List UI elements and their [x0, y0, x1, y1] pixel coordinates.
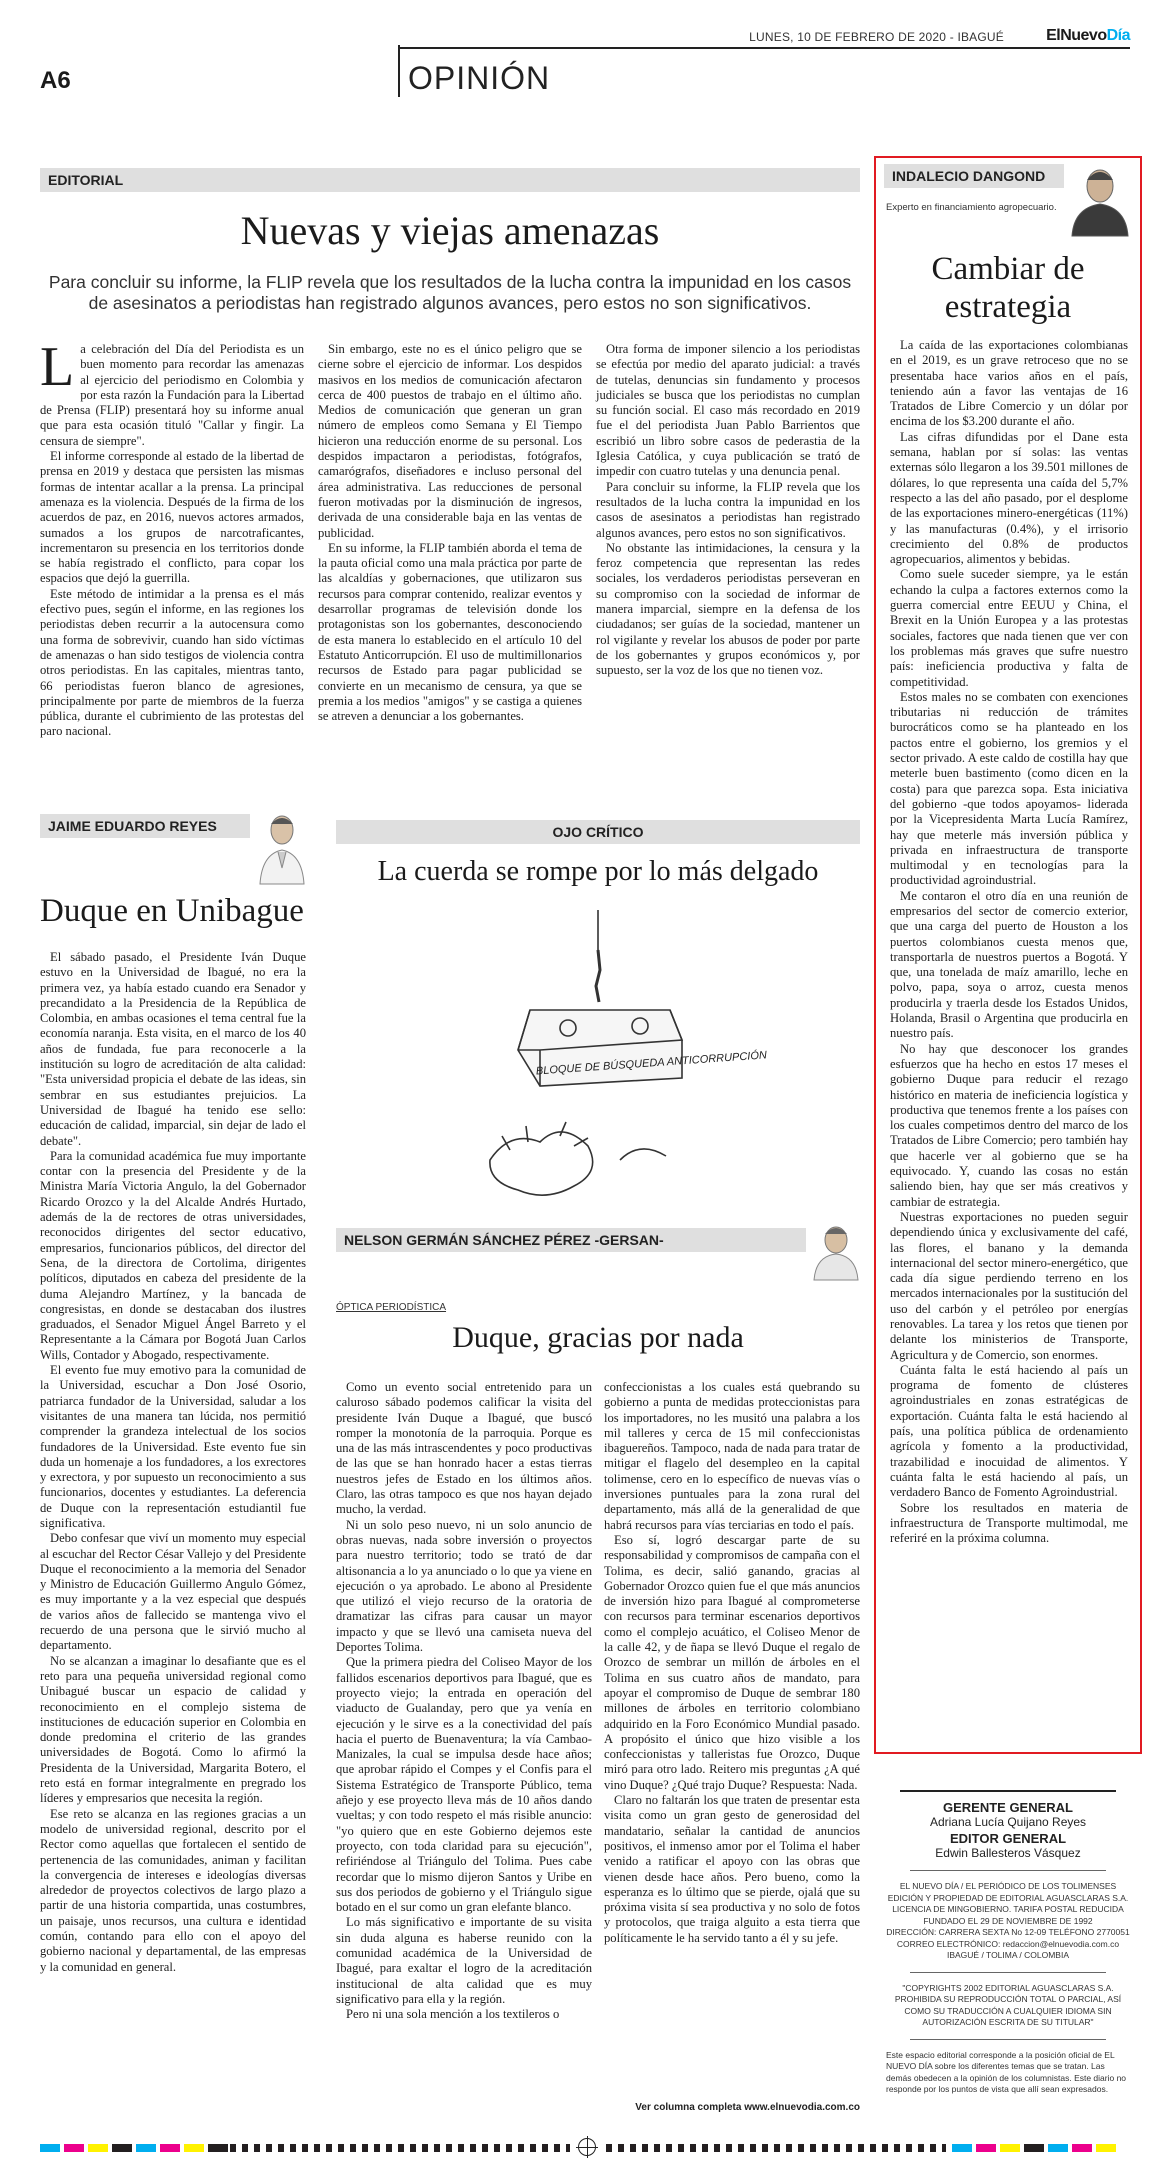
masthead-info	[880, 1881, 1136, 1962]
print-swatch-yellow	[88, 2144, 108, 2152]
masthead-info-line: FUNDADO EL 29 DE NOVIEMBRE DE 1992	[923, 1915, 1093, 1926]
masthead-info-line: IBAGUÉ / TOLIMA / COLOMBIA	[946, 1950, 1070, 1960]
section-divider	[398, 45, 400, 97]
masthead-info-line: LICENCIA DE MINGOBIERNO. TARIFA POSTAL REDUCIDA	[892, 1904, 1124, 1914]
cartoon-illustration	[470, 910, 768, 1210]
masthead-info-line: EDICIÓN Y PROPIEDAD DE EDITORIAL AGUASCLARAS S.A.	[887, 1892, 1129, 1903]
sanchez-paragraph: Eso sí, logró descargar parte de su responsabilidad y compromisos de campaña con el Tolima, es decir, salió ganando, gracias al Gobernador Orozco quien fue el que más anuncios de inversión hizo para Ibagué al comprometerse con recursos para terminar escenarios deportivos como el complejo acuático, el Coliseo Menor de la calle 42, y de ñapa se llevó Duque el regalo de Orozco de sembrar un millón de árboles en el Tolima en sus cuatro años de mandato, para apoyar el compromiso de Duque de sembrar 180 millones de árboles en territorio colombiano adquirido en la Foro Económico Mundial pasado. A propósito el único que hizo visible a los confeccionistas y talleristas fue Orozco, Duque miró para otro lado. Reitero mis preguntas ¿A qué vino Duque? ¿Qué trajo Duque? Respuesta: Nada.	[604, 1532, 861, 1792]
editorial-paragraph: El informe corresponde al estado de la libertad de prensa en 2019 y destaca que persisten las mismas formas de intentar acallar a la prensa. La principal amenaza es la violencia. Después de la firma de los acuerdos de paz, en 2016, nuevos actores armados, sumados a los grupos de narcotraficantes, incrementaron su presencia en los territorios donde se había registrado el conflicto, para copar los espacios que dejó la guerrilla.	[40, 449, 304, 586]
print-swatch-cyan	[40, 2144, 60, 2152]
sanchez-paragraph: Como un evento social entretenido para un caluroso sábado podemos calificar la visita del presidente Iván Duque a Ibagué, que buscó romper la monotonía de la parroquia. Porque es una de las más intrascendentes y poco productivas de las que se han honrado hacer a estas tierras nuestros jefes de Estado en los últimos años. Claro, las otras tampoco es que nos hayan dejado mucho, la verdad.	[336, 1380, 592, 1517]
print-color-bar-right	[952, 2144, 1116, 2152]
editorial-title: Nuevas y viejas amenazas	[240, 208, 660, 253]
dangond-paragraph: Nuestras exportaciones no pueden seguir dependiendo única y exclusivamente del café, las flores, el banano y la demanda internacional del sector minero-energético, que cada día sigue perdiendo terreno en los mercados internacionales por la sustitución del uso del carbón y el petróleo por energías renovables. La tarea y los retos que tienen por delante los ministerios de Transporte, Agricultura y de Comercio, son enormes.	[890, 1209, 1128, 1362]
print-swatch-cyan	[1048, 2144, 1068, 2152]
print-swatch-black	[112, 2144, 132, 2152]
print-swatch-cyan	[952, 2144, 972, 2152]
print-swatch-magenta	[160, 2144, 180, 2152]
masthead-rule	[910, 1972, 1106, 1973]
dangond-title: Cambiar de estrategia	[931, 251, 1085, 325]
reyes-title: Duque en Unibague	[40, 893, 304, 929]
reyes-paragraph: El sábado pasado, el Presidente Iván Duque estuvo en la Universidad de Ibagué, no era la primera vez, ya había estado cuando era Senador y precandidato a la Presidencia de la República de Colombia, en ambas ocasiones el tema central fue la economía naranja. Esta visita, en el marco de los 40 años de fundada, fue para reconocerle a la institución su logro de acreditación de alta calidad: "Esta universidad propicia el debate de las ideas, sin sembrar en sus estudiantes prejuicios. La Universidad de Ibagué ha tenido ese sello: educación de calidad, imparcial, sin dejar de lado el debate".	[40, 950, 306, 1148]
reyes-portrait-icon	[256, 808, 306, 884]
masthead-info-line: EL NUEVO DÍA / EL PERIÓDICO DE LOS TOLIMENSES	[899, 1881, 1117, 1891]
dangond-portrait-icon	[1070, 160, 1130, 236]
reyes-paragraph: El evento fue muy emotivo para la comunidad de la Universidad, escuchar a Don José Osorio, patriarca fundador de la Universidad, saludar a los visitantes de una manera tan lúcida, nos permitió comprender la grandeza intelectual de los socios fundadores de la Universidad. Este evento fue sin duda un homenaje a los fundadores, a los exrectores y exrectora, y por supuesto un reconocimiento a sus funcionarios, docentes y estudiantes. La deferencia de Duque con la representación estudiantil fue significativa.	[40, 1363, 306, 1530]
print-swatch-black	[208, 2144, 228, 2152]
masthead	[880, 1790, 1136, 2096]
reyes-author-photo	[256, 808, 306, 884]
sanchez-paragraph: Que la primera piedra del Coliseo Mayor de los fallidos escenarios deportivos para Ibagué, que es proyecto viejo; la entrada en operación del viaducto de Gualanday, pero que ya venía en ejecución y le sirve es a la conectividad del país hacia el puerto de Buenaventura; la vía Cambao-Manizales, la cual se impulsa desde hace años; que aprobar rápido el Compes y el Confis para el Sistema Estratégico de Transporte Público, tema añejo y ese proyecto lleva más de 10 años dando vueltas; y con todo respeto el más risible anuncio: "yo quiero que en este Gobierno dejemos este proyecto, con toda claridad para su ejecución", refiriéndose al Triángulo del Tolima. Pues cabe recordar que lo mismo dijeron Santos y Uribe en sus dos periodos de gobierno y el Triángulo sigue botado en el sur como un gran elefante blanco.	[336, 1655, 592, 1915]
masthead-info-line: CORREO ELECTRÓNICO: redaccion@elnuevodia.com.co	[896, 1938, 1120, 1949]
masthead-top-rule	[900, 1790, 1116, 1792]
registration-mark-icon	[578, 2138, 596, 2156]
print-swatch-cyan	[136, 2144, 156, 2152]
reyes-author-label: JAIME EDUARDO REYES	[40, 814, 250, 838]
reyes-paragraph: Debo confesar que viví un momento muy especial al escuchar del Rector César Vallejo y del Presidente Duque el reconocimiento a la memoria del Senador y Ministro de Educación Guillermo Angulo Gómez, es muy importante y a la vez especial que después de varios años de fallecido se mantenga vivo el recuerdo de una persona que le sirvió mucho al departamento.	[40, 1531, 306, 1653]
editorial-paragraph: a celebración del Día del Periodista es un buen momento para recordar las amenazas al ejercicio del periodismo en Colombia y por esta razón la Fundación para la Libertad de Prensa (FLIP) presentará hoy su informe anual que para esta ocasión tituló "Callar y fingir. La censura de siempre".	[40, 342, 304, 448]
sanchez-portrait-icon	[812, 1220, 860, 1280]
reyes-paragraph: No se alcanzan a imaginar lo desafiante que es el reto para una pequeña universidad regional como Unibagué buscar un espacio de calidad y reconocimiento en el complejo sistema de instituciones de educación superior en Colombia en donde predomina el criterio de las grandes universidades de Bogotá. Como lo afirmó la Presidenta de la Universidad, Margarita Botero, el reto está en formar integralmente en pregrado los líderes y empresarios que necesita la región.	[40, 1653, 306, 1806]
dangond-bio: Experto en financiamiento agropecuario.	[886, 202, 1057, 213]
dangond-paragraph: Como suele suceder siempre, ya le están echando la culpa a factores externos como la guerra comercial entre EEUU y China, el Brexit en la Unión Europea y a las protestas sociales, factores que nada tienen que ver con los problemas más graves que sufre nuestro país: ineficiencia productiva y falta de competitividad.	[890, 567, 1128, 689]
print-gradient-right	[606, 2144, 946, 2152]
sanchez-paragraph: Ni un solo peso nuevo, ni un solo anuncio de obras nuevas, nada sobre inversión o proyectos para nuestro territorio; todo se trató de dar altisonancia a lo ya anunciado o lo que ya viene en ejecución o ya aprobado. Le abono al Presidente que utilizó el viejo recurso de la oratoria de dramatizar las cifras para causar un mayor impacto y que se llevó una camiseta nueva del Deportes Tolima.	[336, 1517, 592, 1655]
print-swatch-yellow	[1096, 2144, 1116, 2152]
editorial-paragraph: Sin embargo, este no es el único peligro que se cierne sobre el ejercicio de informar. Los despidos masivos en los medios de comunicación afectaron cerca de 400 puestos de trabajo en el último año. Medios de comunicación que generan un gran número de empleos como Semana y El Tiempo hicieron una reducción enorme de su personal. Los despidos impactaron a periodistas, fotógrafos, camarógrafos, diseñadores e incluso personal del área administrativa. Las reducciones de personal fueron motivadas por la disminución de ingresos, derivada de una considerable baja en las ventas de publicidad.	[318, 342, 582, 540]
print-color-bar-left	[40, 2144, 228, 2152]
ojo-critico-label-text: OJO CRÍTICO	[552, 824, 644, 840]
editorial-paragraph: Este método de intimidar a la prensa es el más efectivo pues, según el informe, en las regiones los periodistas deben recurrir a la autocensura como una forma de sobrevivir, cuando han sido víctimas de amenazas o han sido testigos de violencia contra otros periodistas. En las capitales, mientras tanto, 66 periodistas fueron blanco de agresiones, principalmente por parte de miembros de la fuerza pública, durante el cubrimiento de las protestas del paro nacional.	[40, 586, 304, 739]
cartoon-block-text: BLOQUE DE BÚSQUEDA ANTICORRUPCIÓN	[535, 1049, 768, 1078]
sanchez-web-link[interactable]: Ver columna completa www.elnuevodia.com.co	[635, 2102, 860, 2113]
sanchez-paragraph: Claro no faltarán los que traten de presentar esta visita como un gran gesto de generosidad del mandatario, señalar la cantidad de anuncios positivos, el inmenso amor por el Tolima el haber venido a ratificar el apoyo con las obras que vienen desde hace años. Pero bueno, como la esperanza es lo último que se pierde, ojalá que su próxima visita sí sea productiva y no solo de fotos y protocolos, que traiga alguito a esta tierra que políticamente le ha servido tanto a él y su jefe.	[604, 1793, 860, 1945]
editorial-dropcap: L	[40, 336, 75, 398]
editorial-col-1	[40, 336, 304, 740]
dangond-body	[890, 338, 1128, 1546]
dangond-paragraph: Cuánta falta le está haciendo al país un programa de fomento de clústeres agroindustriales en zonas estratégicas de exportación. Cuánta falta le está haciendo al país, una política pública de ordenamiento agrícola y fomento a la productividad, trazabilidad e inocuidad de alimentos. Y cuánta falta le está haciendo al país, un verdadero Banco de Fomento Agroindustrial.	[890, 1362, 1128, 1500]
editorial-deck: Para concluir su informe, la FLIP revela que los resultados de la lucha contra la impunidad en los casos de asesinatos a periodistas han registrado algunos avances, pero estos no son significativos.	[48, 272, 852, 313]
masthead-info-line: DIRECCIÓN: CARRERA SEXTA No 12-09 TELÉFONO 2770051	[886, 1927, 1130, 1937]
reyes-paragraph: Para la comunidad académica fue muy importante contar con la presencia del Presidente y de la Ministra María Victoria Angulo, la del Gobernador Ricardo Orozco y la del Alcalde Andrés Hurtado, además de la de rectores de otras universidades, reconocidos dirigentes del sector educativo, empresarios, funcionarios públicos, del director del Sena, de la directora de Cortolima, dirigentes políticos, diputados en cabeza del presidente de la duma Alejandro Martínez, y la bancada de congresistas, en donde se destacaban dos ilustres graduados, el Senador Miguel Ángel Barreto y el Representante a la Cámara por Bogotá Juan Carlos Wills, Contador y Abogado, respectivamente.	[40, 1148, 306, 1362]
print-gradient-left	[230, 2144, 570, 2152]
editorial-col-3	[596, 342, 860, 679]
cartoon-rope-frayed	[596, 950, 600, 1002]
reyes-body	[40, 950, 306, 1975]
print-swatch-yellow	[1000, 2144, 1020, 2152]
brand-logo: ElNuevoDía	[1046, 27, 1130, 44]
masthead-copyright: "COPYRIGHTS 2002 EDITORIAL AGUASCLARAS S.A. PROHIBIDA SU REPRODUCCIÓN TOTAL O PARCIAL, ASÍ COMO SU TRADUCCIÓN A CUALQUIER IDIOMA SIN AUTORIZACIÓN ESCRITA DE SU TITULAR"	[894, 1982, 1122, 2027]
dangond-author-label: INDALECIO DANGOND	[884, 164, 1064, 188]
dangond-author-photo	[1070, 160, 1130, 236]
masthead-name-manager: Adriana Lucía Quijano Reyes	[929, 1815, 1087, 1829]
editorial-paragraph: En su informe, la FLIP también aborda el tema de la pauta oficial como una mala práctica por parte de las alcaldías y gobernaciones, que utilizaron sus recursos para comprar contenido, realizar eventos y desarrollar programas de televisión donde los protagonistas son los gobernantes, desconociendo de esta manera lo establecido en el artículo 10 del Estatuto Anticorrupción. El uso de multimillonarios recursos de Estado para pagar publicidad se convierte en un mecanismo de censura, ya que se premia a los medios "amigos" y se castiga a quienes se atreven a denunciar a los gobernantes.	[318, 540, 582, 724]
dangond-paragraph: No hay que desconocer los grandes esfuerzos que ha hecho en estos 17 meses el gobierno Duque para reducir el rezago histórico en materia de ineficiencia logística y productiva que tenemos frente a los países con los cuales competimos dentro del marco de los Tratados de Libre Comercio; pero también hay que hacerle ver al gobierno que se ha equivocado. Y, cuando las cosas no están saliendo bien, hay que ser más creativos y cambiar de estrategia.	[890, 1041, 1128, 1209]
dangond-paragraph: Me contaron el otro día en una reunión de empresarios del sector de comercio exterior, que una carga del puerto de Houston a los puertos colombianos cuesta menos que, transportarla de nuestros puertos a Bogotá. Y que, una tonelada de maíz amarillo, leche en polvo, papa, soya o arroz, cuesta menos producirla y traerla desde los Estados Unidos, Holanda, Brasil o Argentina que producirla en nuestro país.	[890, 888, 1128, 1041]
editorial-paragraph: No obstante las intimidaciones, la censura y la feroz competencia que representan las redes sociales, los verdaderos periodistas perseveran en su compromiso con la sociedad de informar de manera imparcial, siempre en la defensa de los ciudadanos; ser guías de la sociedad, mantener un rol vigilante y revelar los abusos de poder por parte de los gobernantes y grupos económicos y, por supuesto, ser la voz de los que no tienen voz.	[596, 540, 860, 678]
sanchez-paragraph: confeccionistas a los cuales está quebrando su gobierno a punta de medidas proteccionistas para los importadores, no les musitó una palabra a los mil talleres y cerca de 15 mil confeccionistas ibaguereños. Tampoco, nada de nada para tratar de mitigar el flagelo del desempleo en la capital tolimense, cero en lo específico de nuevas vías o inversiones puntuales para la zona rural del departamento, más allá de la generalidad de que habrá recursos para vías terciarias en todo el país.	[604, 1380, 860, 1532]
dangond-paragraph: Estos males no se combaten con exenciones tributarias ni reducción de trámites burocráticos como se ha planteado en los pactos entre el gobierno, los gremios y el sector privado. A este caldo de costilla hay que meterle buen bastimento (como dicen en la costa) para que parezca sopa. Esta iniciativa del gobierno -que todos apoyamos- liderada por la Vicepresidenta Marta Lucía Ramírez, hay que meterle más inversión pública y privada en infraestructura de transporte multimodal y en tecnologías para la productividad agroindustrial.	[890, 689, 1128, 888]
editorial-paragraph: Para concluir su informe, la FLIP revela que los resultados de la lucha contra la impunidad en los casos de asesinatos a periodistas han registrado algunos avances, pero estos no son significativos.	[596, 479, 860, 540]
sanchez-col-1	[336, 1380, 592, 2022]
ojo-critico-label	[336, 820, 860, 844]
brand-logo-dia: Día	[1106, 27, 1130, 44]
sanchez-kicker: ÓPTICA PERIODÍSTICA	[336, 1302, 447, 1313]
sanchez-title: Duque, gracias por nada	[452, 1321, 744, 1354]
ojo-critico-title: La cuerda se rompe por lo más delgado	[377, 856, 819, 887]
print-swatch-magenta	[64, 2144, 84, 2152]
dangond-paragraph: La caída de las exportaciones colombianas en el 2019, es un grave retroceso que no se presentaba hace varios años en el país, teniendo aún a favor las ventajas de 16 Tratados de Libre Comercio y un dólar por encima de los $3.200 durante el año.	[890, 338, 1128, 429]
masthead-rule	[910, 2039, 1106, 2040]
masthead-name-editor: Edwin Ballesteros Vásquez	[935, 1846, 1081, 1860]
page-number: A6	[40, 67, 71, 94]
print-swatch-magenta	[1072, 2144, 1092, 2152]
editorial-paragraph: Otra forma de imponer silencio a los periodistas se efectúa por medio del aparato judicial: a través de tutelas, denuncias sin fundamento y procesos judiciales se busca que los periodistas no cumplan su función social. El caso más recordado en 2019 fue el del periodista Juan Pablo Barrientos que escribió un libro sobre casos de pederastia de la Iglesia Católica, y cuya publicación se trató de impedir con cuatro tutelas y una denuncia penal.	[596, 342, 860, 479]
section-title: OPINIÓN	[408, 60, 551, 96]
print-swatch-black	[1024, 2144, 1044, 2152]
masthead-role-editor: EDITOR GENERAL	[949, 1831, 1067, 1846]
masthead-disclaimer: Este espacio editorial corresponde a la posición oficial de EL NUEVO DÍA sobre los diferentes temas que se tratan. Las demás obedecen a la opinión de los columnistas. Este diario no responde por los puntos de vista que allí sean expresados.	[886, 2049, 1127, 2094]
sanchez-paragraph: Lo más significativo e importante de su visita sin duda alguna es haberse reunido con la comunidad académica de la Universidad de Ibagué, para exaltar el logro de la acreditación institucional de alta calidad que es muy significativo para ella y la región.	[336, 1915, 592, 2006]
sanchez-paragraph: Pero ni una sola mención a los textileros o	[346, 2007, 560, 2022]
sanchez-author-photo	[812, 1220, 860, 1280]
masthead-rule	[910, 1870, 1106, 1871]
print-swatch-magenta	[976, 2144, 996, 2152]
editorial-col-2	[318, 342, 582, 724]
header-rule	[400, 47, 1130, 49]
dangond-paragraph: Las cifras difundidas por el Dane esta semana, hablan por sí solas: las ventas externas sólo llegaron a los 39.501 millones de dólares, lo que representa una caída del 5,7% respecto a las del año pasado, por el desplome de las exportaciones minero-energéticas (11%) y las manufacturas (0.4%), y el irrisorio crecimiento del 0.8% de productos agropecuarios, alimentos y bebidas.	[890, 429, 1128, 567]
print-swatch-yellow	[184, 2144, 204, 2152]
header-date: LUNES, 10 DE FEBRERO DE 2020 - IBAGUÉ	[749, 30, 1004, 44]
editorial-label: EDITORIAL	[40, 168, 860, 192]
reyes-paragraph: Ese reto se alcanza en las regiones gracias a un modelo de universidad regional, descrito por el Rector como aquellas que fortalecen el sentido de pertenencia de las comunidades, animan y facilitan la convergencia de intereses e ideologías diversas alrededor de proyectos colectivos de largo plazo a partir de una historia compartida, unas costumbres, un paisaje, unos recursos, una cultura e identidad común, contando para ello con el apoyo del gobierno nacional y departamental, de las empresas y la comunidad en general.	[40, 1806, 306, 1974]
sanchez-author-label: NELSON GERMÁN SÁNCHEZ PÉREZ -GERSAN-	[336, 1228, 806, 1252]
masthead-role-manager: GERENTE GENERAL	[942, 1800, 1073, 1815]
sanchez-col-2	[604, 1380, 860, 1946]
dangond-paragraph: Sobre los resultados en materia de infraestructura de Transporte multimodal, me referiré en la próxima columna.	[890, 1500, 1128, 1546]
